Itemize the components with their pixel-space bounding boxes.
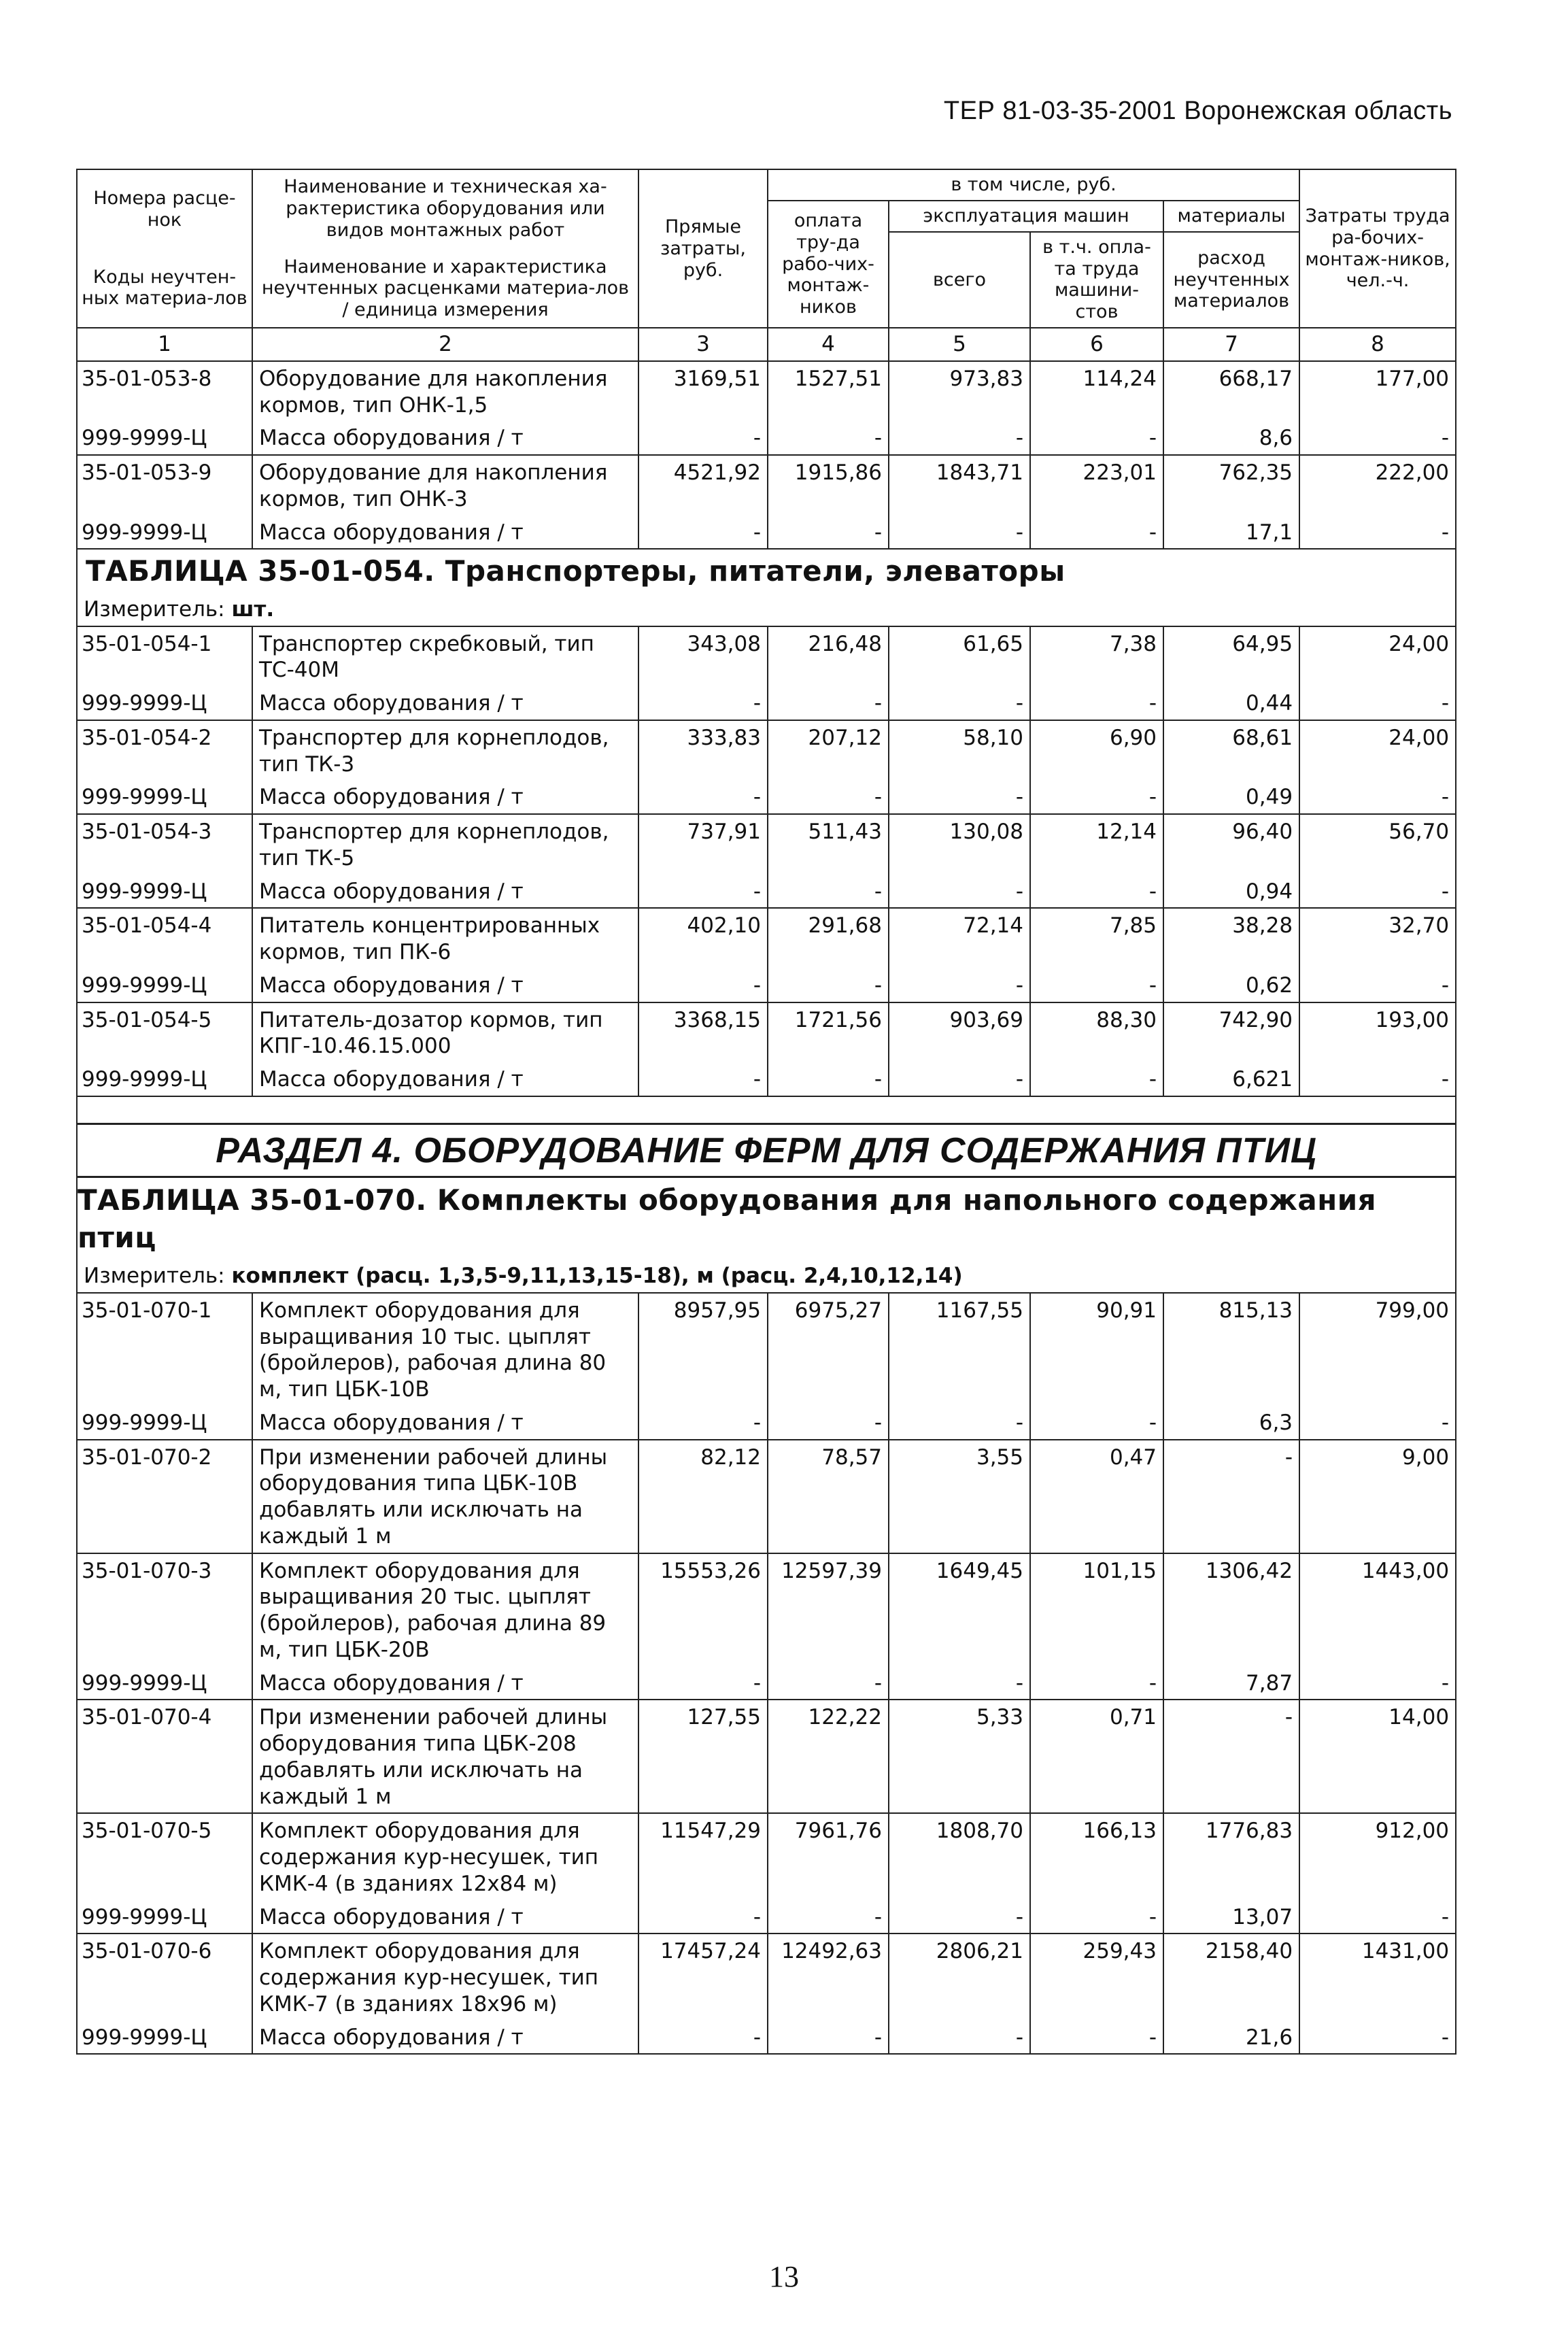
row-value-c7: 762,35 — [1163, 455, 1299, 516]
row-name: Питатель концентрированных кормов, тип ПК-6 — [252, 908, 638, 968]
row-value-c5: 2806,21 — [889, 1934, 1030, 2020]
column-number: 7 — [1163, 328, 1299, 361]
row-value-c8: - — [1299, 1062, 1456, 1096]
meter-value: шт. — [231, 596, 275, 622]
page-header: ТЕР 81-03-35-2001 Воронежская область — [943, 97, 1452, 125]
row-value-c6: 88,30 — [1030, 1002, 1163, 1063]
row-value-c8: 912,00 — [1299, 1813, 1456, 1900]
row-value-c4: 1915,86 — [768, 455, 889, 516]
row-name: Масса оборудования / т — [252, 1900, 638, 1934]
row-value-c4: 7961,76 — [768, 1813, 889, 1900]
material-row — [77, 516, 1456, 550]
row-value-c3: - — [638, 1900, 768, 1934]
row-name: Масса оборудования / т — [252, 780, 638, 814]
row-name: Комплект оборудования для выращивания 20 тыс. цыплят (бройлеров), рабочая длина 89 м, тип ЦБК-20В — [252, 1553, 638, 1666]
row-value-c3: 402,10 — [638, 908, 768, 968]
table-070-body — [77, 1293, 1456, 2055]
row-value-c5: - — [889, 1900, 1030, 1934]
row-value-c6: 114,24 — [1030, 361, 1163, 422]
row-value-c5: - — [889, 1406, 1030, 1440]
column-numbers-row — [77, 328, 1456, 361]
row-value-c3: 333,83 — [638, 720, 768, 781]
row-name: Транспортер для корнеплодов, тип ТК-5 — [252, 814, 638, 875]
row-value-c6: - — [1030, 421, 1163, 455]
row-name: Питатель-дозатор кормов, тип КПГ-10.46.15.000 — [252, 1002, 638, 1063]
row-value-c5: 3,55 — [889, 1440, 1030, 1553]
row-value-c3: 82,12 — [638, 1440, 768, 1553]
row-value-c4: - — [768, 1406, 889, 1440]
row-value-c4: - — [768, 968, 889, 1002]
row-code: 999-9999-Ц — [77, 1406, 252, 1440]
row-value-c7: 8,6 — [1163, 421, 1299, 455]
row-value-c5: 1808,70 — [889, 1813, 1030, 1900]
rate-row — [77, 626, 1456, 687]
row-value-c6: 166,13 — [1030, 1813, 1163, 1900]
row-name: Комплект оборудования для содержания кур-несушек, тип КМК-4 (в зданиях 12х84 м) — [252, 1813, 638, 1900]
meter-label: Измеритель: — [84, 1264, 225, 1289]
row-value-c3: 127,55 — [638, 1700, 768, 1813]
row-code: 35-01-054-4 — [77, 908, 252, 968]
material-row — [77, 780, 1456, 814]
row-value-c7: 0,62 — [1163, 968, 1299, 1002]
row-value-c4: 6975,27 — [768, 1293, 889, 1406]
row-value-c3: - — [638, 780, 768, 814]
table-054-body — [77, 626, 1456, 1096]
row-value-c3: 11547,29 — [638, 1813, 768, 1900]
row-value-c4: - — [768, 516, 889, 550]
row-code: 35-01-053-9 — [77, 455, 252, 516]
table-054-heading — [77, 549, 1456, 626]
row-value-c5: - — [889, 1666, 1030, 1700]
row-value-c5: 1649,45 — [889, 1553, 1030, 1666]
rate-row — [77, 455, 1456, 516]
column-number: 8 — [1299, 328, 1456, 361]
row-name: Масса оборудования / т — [252, 421, 638, 455]
material-row — [77, 968, 1456, 1002]
column-number: 5 — [889, 328, 1030, 361]
row-value-c4: 207,12 — [768, 720, 889, 781]
row-value-c8: - — [1299, 516, 1456, 550]
row-value-c6: 12,14 — [1030, 814, 1163, 875]
row-name: Масса оборудования / т — [252, 968, 638, 1002]
row-value-c8: 24,00 — [1299, 720, 1456, 781]
col1-header-top: Номера расце-нок — [93, 187, 236, 231]
row-value-c4: - — [768, 421, 889, 455]
row-value-c4: - — [768, 2021, 889, 2055]
row-value-c4: 216,48 — [768, 626, 889, 687]
row-value-c7: 96,40 — [1163, 814, 1299, 875]
row-value-c3: 3368,15 — [638, 1002, 768, 1063]
row-value-c3: - — [638, 875, 768, 909]
row-value-c6: 6,90 — [1030, 720, 1163, 781]
row-value-c8: - — [1299, 875, 1456, 909]
row-value-c8: - — [1299, 1900, 1456, 1934]
col2-header — [252, 169, 638, 328]
row-value-c4: - — [768, 1062, 889, 1096]
row-value-c4: - — [768, 780, 889, 814]
row-value-c8: - — [1299, 686, 1456, 720]
row-value-c6: - — [1030, 1900, 1163, 1934]
row-value-c7: 0,44 — [1163, 686, 1299, 720]
row-value-c5: - — [889, 421, 1030, 455]
row-value-c8: 799,00 — [1299, 1293, 1456, 1406]
row-value-c7: - — [1163, 1700, 1299, 1813]
row-name: При изменении рабочей длины оборудования типа ЦБК-208 добавлять или исключать на каждый 1 м — [252, 1700, 638, 1813]
row-value-c3: 8957,95 — [638, 1293, 768, 1406]
row-value-c5: - — [889, 1062, 1030, 1096]
rate-row — [77, 908, 1456, 968]
row-name: Масса оборудования / т — [252, 1062, 638, 1096]
row-value-c8: - — [1299, 1406, 1456, 1440]
col8-header — [1299, 169, 1456, 328]
section-4-title: РАЗДЕЛ 4. ОБОРУДОВАНИЕ ФЕРМ ДЛЯ СОДЕРЖАНИЯ ПТИЦ — [77, 1124, 1456, 1177]
col8-header-bottom: чел.-ч. — [1346, 270, 1410, 292]
column-number: 1 — [77, 328, 252, 361]
row-value-c8: 1431,00 — [1299, 1934, 1456, 2020]
row-code: 35-01-070-2 — [77, 1440, 252, 1553]
col4-header: оплата тру-да рабо-чих-монтаж-ников — [768, 201, 889, 328]
rate-row — [77, 1553, 1456, 1666]
row-value-c8: 193,00 — [1299, 1002, 1456, 1063]
row-value-c5: 130,08 — [889, 814, 1030, 875]
row-value-c6: - — [1030, 1666, 1163, 1700]
row-code: 35-01-070-1 — [77, 1293, 252, 1406]
row-value-c3: - — [638, 1666, 768, 1700]
row-value-c3: - — [638, 2021, 768, 2055]
row-code: 999-9999-Ц — [77, 1900, 252, 1934]
row-code: 35-01-053-8 — [77, 361, 252, 422]
row-value-c3: 343,08 — [638, 626, 768, 687]
row-value-c7: 21,6 — [1163, 2021, 1299, 2055]
row-code: 999-9999-Ц — [77, 1666, 252, 1700]
row-value-c8: - — [1299, 1666, 1456, 1700]
row-name: Масса оборудования / т — [252, 2021, 638, 2055]
row-value-c6: - — [1030, 780, 1163, 814]
rate-row — [77, 1440, 1456, 1553]
row-value-c7: 7,87 — [1163, 1666, 1299, 1700]
row-value-c5: - — [889, 875, 1030, 909]
row-value-c8: - — [1299, 780, 1456, 814]
row-value-c3: - — [638, 1062, 768, 1096]
row-value-c3: - — [638, 968, 768, 1002]
row-value-c5: 1843,71 — [889, 455, 1030, 516]
rate-row — [77, 1293, 1456, 1406]
row-value-c3: 3169,51 — [638, 361, 768, 422]
row-value-c8: 56,70 — [1299, 814, 1456, 875]
row-value-c5: 5,33 — [889, 1700, 1030, 1813]
rate-row — [77, 1002, 1456, 1063]
rates-table — [76, 169, 1456, 2055]
row-code: 999-9999-Ц — [77, 2021, 252, 2055]
row-value-c4: 1721,56 — [768, 1002, 889, 1063]
row-value-c8: 177,00 — [1299, 361, 1456, 422]
row-value-c6: 223,01 — [1030, 455, 1163, 516]
row-name: Масса оборудования / т — [252, 1666, 638, 1700]
row-value-c8: 9,00 — [1299, 1440, 1456, 1553]
row-value-c6: 90,91 — [1030, 1293, 1163, 1406]
col8-header-top: Затраты труда ра-бочих-монтаж-ников, — [1305, 205, 1450, 270]
row-value-c3: - — [638, 516, 768, 550]
row-value-c5: - — [889, 968, 1030, 1002]
row-value-c7: 742,90 — [1163, 1002, 1299, 1063]
row-value-c5: 1167,55 — [889, 1293, 1030, 1406]
row-name: Оборудование для накопления кормов, тип ОНК-1,5 — [252, 361, 638, 422]
row-value-c5: 72,14 — [889, 908, 1030, 968]
block-top — [77, 361, 1456, 550]
table-054-title: ТАБЛИЦА 35-01-054. Транспортеры, питатели, элеваторы — [77, 549, 1456, 592]
col5-header: всего — [889, 232, 1030, 328]
row-value-c3: - — [638, 1406, 768, 1440]
material-row — [77, 1666, 1456, 1700]
column-number: 3 — [638, 328, 768, 361]
meter-label: Измеритель: — [84, 596, 225, 622]
col3-header: Прямые затраты, руб. — [638, 169, 768, 328]
row-code: 999-9999-Ц — [77, 968, 252, 1002]
row-name: При изменении рабочей длины оборудования типа ЦБК-10В добавлять или исключать на каждый 1 м — [252, 1440, 638, 1553]
row-value-c4: 122,22 — [768, 1700, 889, 1813]
row-value-c6: 259,43 — [1030, 1934, 1163, 2020]
rate-row — [77, 1700, 1456, 1813]
row-value-c3: - — [638, 421, 768, 455]
rate-row — [77, 720, 1456, 781]
row-code: 35-01-054-2 — [77, 720, 252, 781]
col6-header: в т.ч. опла-та труда машини-стов — [1030, 232, 1163, 328]
row-code: 35-01-054-5 — [77, 1002, 252, 1063]
row-code: 999-9999-Ц — [77, 421, 252, 455]
row-name: Комплект оборудования для выращивания 10 тыс. цыплят (бройлеров), рабочая длина 80 м, тип ЦБК-10В — [252, 1293, 638, 1406]
row-name: Транспортер скребковый, тип ТС-40М — [252, 626, 638, 687]
rate-row — [77, 814, 1456, 875]
column-number: 6 — [1030, 328, 1163, 361]
table-070-meter — [77, 1259, 1456, 1293]
row-value-c6: - — [1030, 516, 1163, 550]
row-value-c6: - — [1030, 1406, 1163, 1440]
rate-row — [77, 1934, 1456, 2020]
row-code: 35-01-070-6 — [77, 1934, 252, 2020]
page-number: 13 — [769, 2260, 799, 2293]
row-value-c7: 68,61 — [1163, 720, 1299, 781]
material-row — [77, 875, 1456, 909]
row-code: 35-01-070-4 — [77, 1700, 252, 1813]
row-value-c6: 7,38 — [1030, 626, 1163, 687]
table-header — [77, 169, 1456, 361]
row-value-c6: 101,15 — [1030, 1553, 1163, 1666]
row-value-c8: 32,70 — [1299, 908, 1456, 968]
col1-header — [77, 169, 252, 328]
row-value-c4: 12492,63 — [768, 1934, 889, 2020]
row-value-c6: - — [1030, 1062, 1163, 1096]
row-name: Транспортер для корнеплодов, тип ТК-3 — [252, 720, 638, 781]
row-value-c7: 6,3 — [1163, 1406, 1299, 1440]
row-code: 999-9999-Ц — [77, 686, 252, 720]
row-name: Масса оборудования / т — [252, 875, 638, 909]
row-value-c3: 737,91 — [638, 814, 768, 875]
rate-row — [77, 361, 1456, 422]
row-value-c5: 58,10 — [889, 720, 1030, 781]
row-value-c4: - — [768, 1666, 889, 1700]
row-value-c6: 7,85 — [1030, 908, 1163, 968]
material-row — [77, 686, 1456, 720]
table-070-title: ТАБЛИЦА 35-01-070. Комплекты оборудования для напольного содержания птиц — [77, 1177, 1456, 1259]
row-code: 35-01-070-5 — [77, 1813, 252, 1900]
row-code: 999-9999-Ц — [77, 875, 252, 909]
row-value-c3: 4521,92 — [638, 455, 768, 516]
row-value-c8: 14,00 — [1299, 1700, 1456, 1813]
row-value-c6: 0,47 — [1030, 1440, 1163, 1553]
row-value-c4: - — [768, 875, 889, 909]
row-value-c7: 668,17 — [1163, 361, 1299, 422]
row-value-c4: 78,57 — [768, 1440, 889, 1553]
row-value-c3: 15553,26 — [638, 1553, 768, 1666]
row-code: 35-01-054-1 — [77, 626, 252, 687]
col7-header: расход неучтенных материалов — [1163, 232, 1299, 328]
row-name: Масса оборудования / т — [252, 686, 638, 720]
meter-value: комплект (расц. 1,3,5-9,11,13,15-18), м (расц. 2,4,10,12,14) — [231, 1264, 963, 1289]
incl-header: в том числе, руб. — [768, 169, 1299, 201]
rate-row — [77, 1813, 1456, 1900]
column-number: 4 — [768, 328, 889, 361]
row-value-c4: 12597,39 — [768, 1553, 889, 1666]
row-value-c3: - — [638, 686, 768, 720]
row-value-c7: 6,621 — [1163, 1062, 1299, 1096]
row-value-c7: 1306,42 — [1163, 1553, 1299, 1666]
row-value-c4: 1527,51 — [768, 361, 889, 422]
material-row — [77, 421, 1456, 455]
row-value-c4: 511,43 — [768, 814, 889, 875]
row-value-c8: - — [1299, 2021, 1456, 2055]
table-054-meter — [77, 592, 1456, 626]
material-row — [77, 1062, 1456, 1096]
row-value-c6: - — [1030, 2021, 1163, 2055]
row-value-c8: - — [1299, 968, 1456, 1002]
row-value-c4: - — [768, 1900, 889, 1934]
row-value-c7: 0,49 — [1163, 780, 1299, 814]
section-4-heading — [77, 1096, 1456, 1293]
row-value-c5: - — [889, 780, 1030, 814]
row-value-c7: 2158,40 — [1163, 1934, 1299, 2020]
row-value-c7: 17,1 — [1163, 516, 1299, 550]
row-value-c6: - — [1030, 875, 1163, 909]
col2-header-top: Наименование и техническая ха-рактеристика оборудования или видов монтажных работ — [284, 176, 607, 241]
col2-header-bottom: Наименование и характеристика неучтенных расценками материа-лов / единица измерения — [261, 256, 630, 321]
row-code: 999-9999-Ц — [77, 780, 252, 814]
row-value-c7: 1776,83 — [1163, 1813, 1299, 1900]
row-value-c8: 24,00 — [1299, 626, 1456, 687]
row-value-c5: - — [889, 2021, 1030, 2055]
row-code: 35-01-070-3 — [77, 1553, 252, 1666]
row-code: 999-9999-Ц — [77, 1062, 252, 1096]
row-value-c5: - — [889, 516, 1030, 550]
row-value-c5: 903,69 — [889, 1002, 1030, 1063]
row-code: 999-9999-Ц — [77, 516, 252, 550]
row-value-c7: 38,28 — [1163, 908, 1299, 968]
materials-header: материалы — [1163, 201, 1299, 232]
col1-header-bottom: Коды неучтен-ных материа-лов — [82, 266, 248, 309]
document-content — [76, 169, 1455, 2055]
row-value-c3: 17457,24 — [638, 1934, 768, 2020]
row-value-c4: 291,68 — [768, 908, 889, 968]
row-value-c8: - — [1299, 421, 1456, 455]
row-value-c7: - — [1163, 1440, 1299, 1553]
row-code: 35-01-054-3 — [77, 814, 252, 875]
row-value-c8: 1443,00 — [1299, 1553, 1456, 1666]
material-row — [77, 1406, 1456, 1440]
row-name: Масса оборудования / т — [252, 1406, 638, 1440]
row-value-c4: - — [768, 686, 889, 720]
row-value-c7: 13,07 — [1163, 1900, 1299, 1934]
row-name: Комплект оборудования для содержания кур-несушек, тип КМК-7 (в зданиях 18х96 м) — [252, 1934, 638, 2020]
row-value-c6: 0,71 — [1030, 1700, 1163, 1813]
row-value-c8: 222,00 — [1299, 455, 1456, 516]
column-number: 2 — [252, 328, 638, 361]
row-value-c7: 64,95 — [1163, 626, 1299, 687]
machines-header: эксплуатация машин — [889, 201, 1163, 232]
row-name: Оборудование для накопления кормов, тип ОНК-3 — [252, 455, 638, 516]
row-value-c5: - — [889, 686, 1030, 720]
row-value-c5: 61,65 — [889, 626, 1030, 687]
material-row — [77, 1900, 1456, 1934]
row-value-c5: 973,83 — [889, 361, 1030, 422]
row-value-c6: - — [1030, 968, 1163, 1002]
row-value-c6: - — [1030, 686, 1163, 720]
material-row — [77, 2021, 1456, 2055]
row-name: Масса оборудования / т — [252, 516, 638, 550]
row-value-c7: 815,13 — [1163, 1293, 1299, 1406]
row-value-c7: 0,94 — [1163, 875, 1299, 909]
